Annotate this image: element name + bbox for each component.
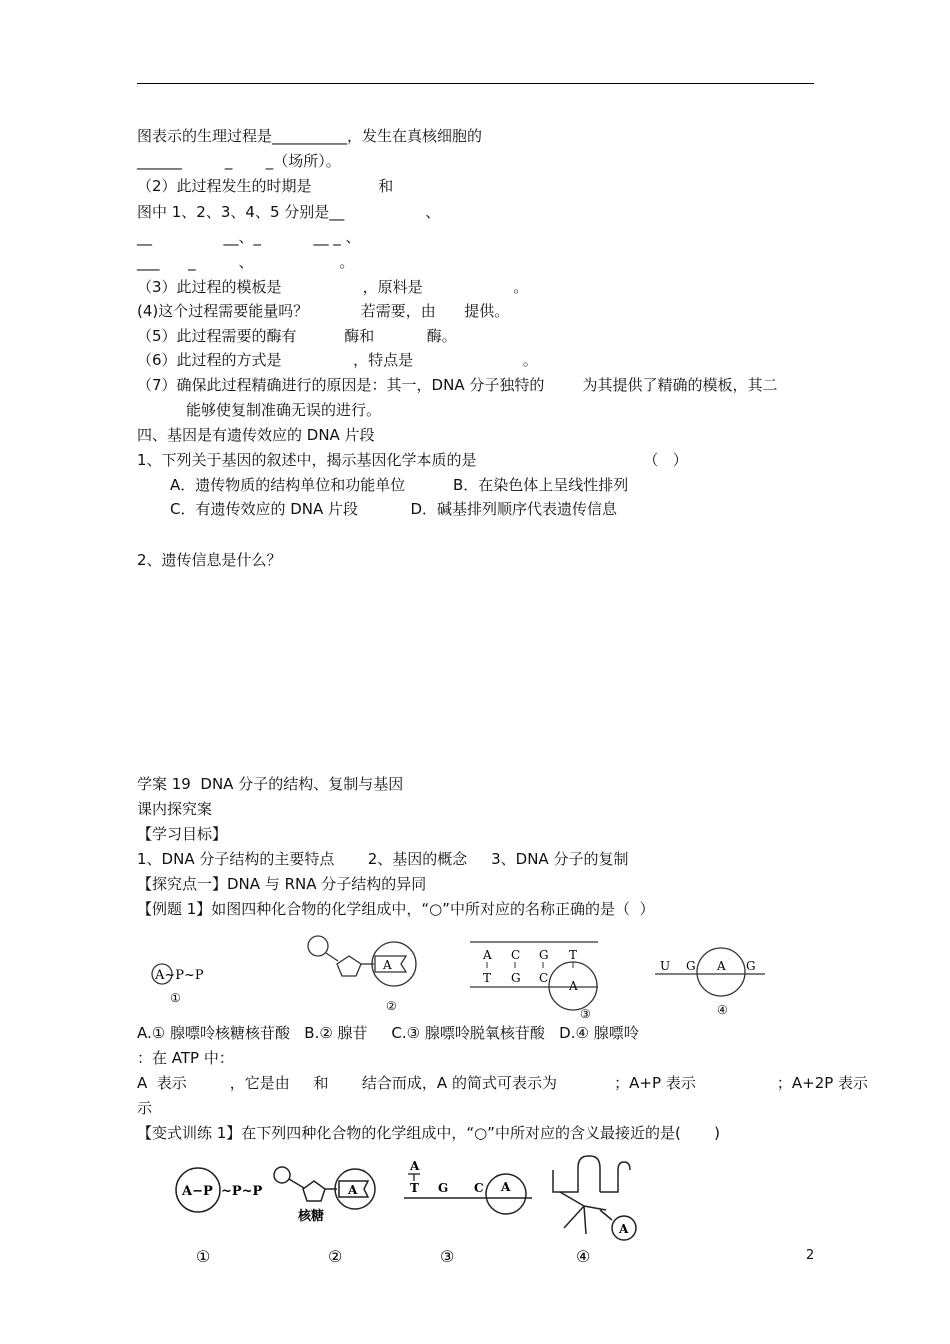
text-line: (4)这个过程需要能量吗？ 若需要，由 提供。 xyxy=(137,302,510,320)
base-label: C xyxy=(511,948,521,962)
base-label: A xyxy=(410,1159,420,1173)
base-label: G xyxy=(539,948,549,962)
base-label: G xyxy=(686,959,696,973)
figure-number: ③ xyxy=(580,1007,591,1021)
base-label: G xyxy=(511,971,521,985)
text-line: 图中 1、2、3、4、5 分别是__ 、 xyxy=(137,203,441,221)
text-line: A 表示 ，它是由 和 结合而成，A 的简式可表示为 ；A+P 表示 ；A+2P 表示 xyxy=(137,1074,869,1092)
base-label: A xyxy=(569,979,578,993)
atp-label: A~P~P xyxy=(155,968,204,983)
base-label: T xyxy=(410,1181,419,1195)
text-line: 【探究点一】DNA 与 RNA 分子结构的异同 xyxy=(137,875,427,893)
sugar-label: 核糖 xyxy=(298,1209,325,1224)
figure-4 xyxy=(553,1156,636,1266)
ap-label: A−P xyxy=(182,1184,213,1199)
exercise-question: 【变式训练 1】在下列四种化合物的化学组成中，“○”中所对应的含义最接近的是( ) xyxy=(137,1124,721,1142)
base-label: A xyxy=(717,959,726,973)
text-line: （3）此过程的模板是 ，原料是 。 xyxy=(137,278,529,296)
figure-1 xyxy=(152,964,204,1005)
exercise-figure xyxy=(160,1148,660,1268)
figure-3 xyxy=(404,1159,532,1266)
figure-number: ② xyxy=(328,1247,343,1266)
base-label: G xyxy=(438,1181,449,1195)
base-label: C xyxy=(474,1181,484,1195)
question-1: 1、下列关于基因的叙述中，揭示基因化学本质的是 （ ） xyxy=(137,451,688,469)
text-line: ：在 ATP 中： xyxy=(137,1049,234,1067)
base-label: U xyxy=(660,959,671,973)
text-line: （6）此过程的方式是 ，特点是 。 xyxy=(137,351,538,369)
text-line: __ __、_ __ _ 、 xyxy=(137,228,361,246)
figure-1 xyxy=(176,1168,263,1266)
base-label: A xyxy=(501,1180,511,1194)
base-label: G xyxy=(746,959,756,973)
base-label: A xyxy=(348,1183,358,1197)
example-options: A.① 腺嘌呤核糖核苷酸 B.② 腺苷 C.③ 腺嘌呤脱氧核苷酸 D.④ 腺嘌呤 xyxy=(137,1024,639,1042)
base-label: C xyxy=(539,971,549,985)
text-line: （7）确保此过程精确进行的原因是：其一，DNA 分子独特的 为其提供了精确的模板，其二 xyxy=(137,376,778,394)
option-ab: A．遗传物质的结构单位和功能单位 B．在染色体上呈线性排列 xyxy=(170,476,629,494)
base-label: T xyxy=(569,948,578,962)
figure-number: ① xyxy=(170,991,181,1005)
figure-number: ④ xyxy=(717,1003,728,1017)
base-label: A xyxy=(383,958,392,972)
question-2: 2、遗传信息是什么？ xyxy=(137,551,282,569)
text-line: 示 xyxy=(137,1099,153,1117)
figure-2 xyxy=(274,1167,375,1266)
figure-number: ③ xyxy=(440,1247,455,1266)
text-line: ___ _ 、 。 xyxy=(137,253,355,271)
text-line: （5）此过程需要的酶有 酶和 酶。 xyxy=(137,327,457,345)
example-question: 【例题 1】如图四种化合物的化学组成中，“○”中所对应的名称正确的是（ ） xyxy=(137,900,655,918)
example-figure xyxy=(140,930,780,1022)
figure-3 xyxy=(470,942,598,1021)
option-cd: C．有遗传效应的 DNA 片段 D．碱基排列顺序代表遗传信息 xyxy=(170,500,618,518)
figure-number: ② xyxy=(386,999,397,1013)
figure-2 xyxy=(308,936,416,1013)
page-number: 2 xyxy=(806,1248,815,1263)
lesson-title: 学案 19 DNA 分子的结构、复制与基因 xyxy=(137,775,404,793)
pp-label: ~P~P xyxy=(221,1184,263,1199)
text-line: 图表示的生理过程是__________，发生在真核细胞的 xyxy=(137,127,483,145)
text-line: 课内探究案 xyxy=(137,800,213,818)
base-label: A xyxy=(483,948,492,962)
text-line: ______ _ _（场所）。 xyxy=(137,152,341,170)
text-line: （2）此过程发生的时期是 和 xyxy=(137,177,394,195)
base-label: T xyxy=(483,971,492,985)
base-label: A xyxy=(619,1222,629,1236)
figure-4 xyxy=(655,948,765,1017)
header-rule xyxy=(137,83,814,84)
section-heading: 四、基因是有遗传效应的 DNA 片段 xyxy=(137,426,375,444)
text-line: 【学习目标】 xyxy=(137,825,228,843)
text-line: 能够使复制准确无误的进行。 xyxy=(186,401,382,419)
figure-number: ① xyxy=(196,1247,211,1266)
figure-number: ④ xyxy=(576,1247,591,1266)
text-line: 1、DNA 分子结构的主要特点 2、基因的概念 3、DNA 分子的复制 xyxy=(137,850,629,868)
